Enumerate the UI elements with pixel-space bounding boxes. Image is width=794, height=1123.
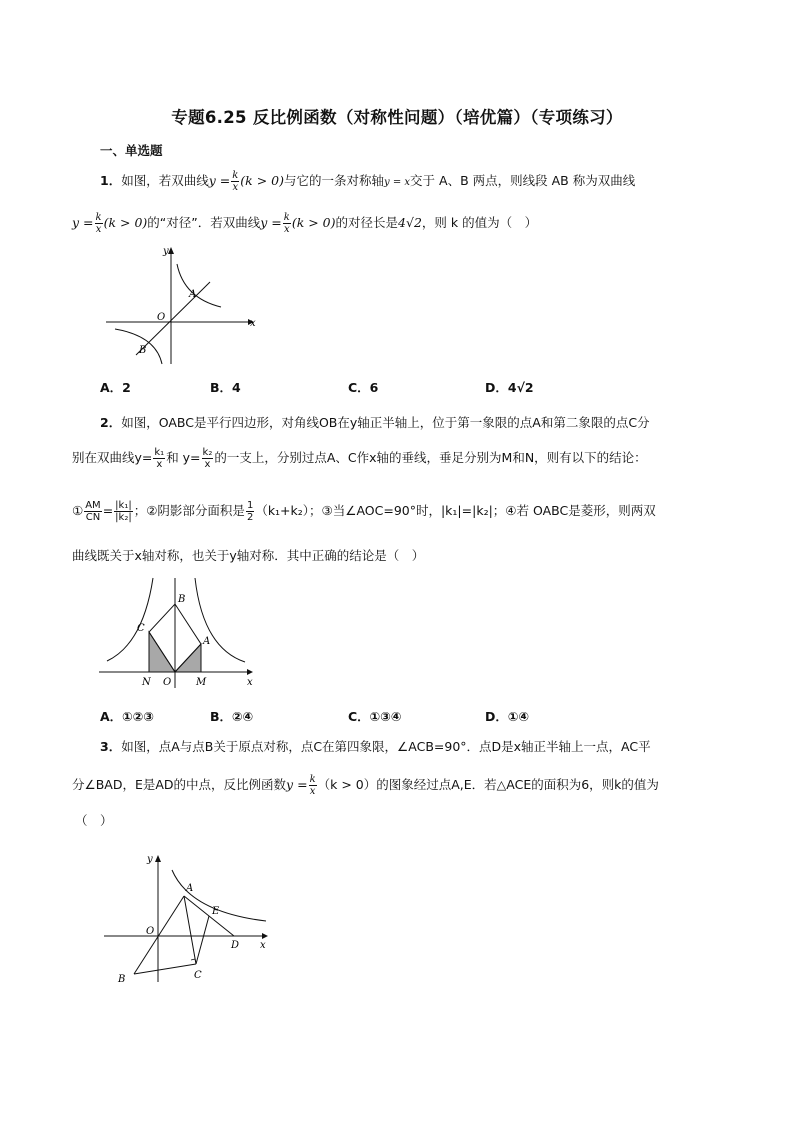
q2-line4: 曲线既关于x轴对称，也关于y轴对称．其中正确的结论是（ ） xyxy=(72,548,425,563)
q3-y-arrow-icon xyxy=(155,855,161,862)
q3-line-AB xyxy=(134,896,184,974)
q2-label-N: N xyxy=(142,677,151,688)
q1-label-x: x xyxy=(250,318,256,329)
q3-line3: （ ） xyxy=(75,813,113,828)
q3-line-BC xyxy=(134,964,196,974)
q1-text-1c: 交于 A、B 两点，则线段 AB 称为双曲线 xyxy=(410,173,636,188)
q3-text-1: 如图，点A与点B关于原点对称，点C在第四象限，∠ACB=90°．点D是x轴正半轴上一点，AC平 xyxy=(121,739,651,754)
q3-line2 xyxy=(72,774,659,797)
q2-figure xyxy=(95,572,265,694)
q1-func-y: y = xyxy=(208,173,231,188)
q1-line2 xyxy=(72,212,537,235)
q2-frac-half: $\frac{1}{2}$ xyxy=(246,500,254,523)
q1-text-2b: 的对径长是 xyxy=(335,215,399,230)
q3-label-O: O xyxy=(146,926,155,937)
q3-line1 xyxy=(100,740,651,754)
q1-text-1a: 如图，若双曲线 xyxy=(121,173,209,188)
q1-option-c[interactable]: C．6 xyxy=(348,380,379,395)
q1-label-B: B xyxy=(139,345,147,356)
q2-frac-abs-k: $\frac{\text{|k₁|}}{\text{|k₂|}}$ xyxy=(115,500,132,523)
q3-func-y: y = xyxy=(286,777,308,792)
q1-func2-y: y = xyxy=(72,215,94,230)
q1-option-a[interactable]: A．2 xyxy=(100,380,131,395)
q1-label-O: O xyxy=(157,312,166,323)
q1-hyperbola-branch-1 xyxy=(177,264,221,307)
q3-label-B: B xyxy=(118,974,126,985)
q3-line-AC xyxy=(184,896,196,964)
q2-label-O: O xyxy=(163,677,172,688)
q2-hyperbola-left xyxy=(107,578,153,661)
q2-text-2a: 别在双曲线y= xyxy=(72,450,153,465)
q3-label-C: C xyxy=(194,970,202,981)
q2-line1 xyxy=(100,416,650,430)
q3-label-x: x xyxy=(260,940,266,951)
q1-func2-frac: $\frac{k}{x}$ xyxy=(95,212,102,235)
q1-number: 1． xyxy=(100,173,122,188)
q1-figure xyxy=(100,242,260,370)
q2-option-a[interactable]: A．①②③ xyxy=(100,709,154,724)
q2-frac-am-cn: $\frac{AM}{CN}$ xyxy=(85,500,101,523)
q1-func3-y: y = xyxy=(260,215,282,230)
q2-number: 2． xyxy=(100,415,122,430)
q2-conclusion-3: （k₁+k₂）；③当∠AOC=90°时，|k₁|=|k₂|；④若 OABC是菱形，则两双 xyxy=(255,503,656,518)
q1-axis: y = x xyxy=(384,177,411,188)
q3-label-E: E xyxy=(212,906,220,917)
q2-label-B: B xyxy=(178,594,186,605)
q2-label-A: A xyxy=(203,636,211,647)
q1-func-frac: $\frac{k}{x}$ xyxy=(232,170,239,193)
q2-conclusion-2: ；②阴影部分面积是 xyxy=(133,503,245,518)
q1-func3-frac: $\frac{k}{x}$ xyxy=(283,212,290,235)
q2-option-d[interactable]: D．①④ xyxy=(485,709,530,724)
q3-figure xyxy=(100,848,280,988)
q2-x-arrow-icon xyxy=(247,669,253,675)
q2-text-2c: 的一支上，分别过点A、C作x轴的垂线，垂足分别为M和N，则有以下的结论： xyxy=(214,450,647,465)
q2-label-M: M xyxy=(196,677,207,688)
q2-conclusion-1: ① xyxy=(72,503,84,518)
q2-label-C: C xyxy=(137,623,145,634)
q1-text-2c: ，则 k 的值为（ ） xyxy=(421,215,538,230)
q2-frac-k2: $\frac{\text{k₂}}{x}$ xyxy=(202,447,213,470)
q2-option-c[interactable]: C．①③④ xyxy=(348,709,402,724)
q1-length: 4√2 xyxy=(398,215,422,230)
q1-text-2a: 的“对径”．若双曲线 xyxy=(147,215,261,230)
q3-text-2b: （k > 0）的图象经过点A,E．若△ACE的面积为6，则k的值为 xyxy=(317,777,659,792)
q1-option-d[interactable]: D．4√2 xyxy=(485,380,534,395)
q3-text-2a: 分∠BAD，E是AD的中点，反比例函数 xyxy=(72,777,287,792)
section-heading: 一、单选题 xyxy=(100,143,163,158)
q1-text-1b: 与它的一条对称轴 xyxy=(284,173,385,188)
q1-label-y: y xyxy=(163,246,169,257)
q1-label-A: A xyxy=(189,289,197,300)
q2-line3: ① $\frac{AM}{CN}$ = $\frac{\text{|k₁|}}{\text{|k₂|}}$ ；②阴影部分面积是 $\frac{1}{2}$ （k₁+k₂）；③当∠AOC=90°时，|k₁|=|k₂|；④若 OABC是菱形，则两双 xyxy=(72,500,656,523)
q2-label-x: x xyxy=(247,677,253,688)
q3-func-frac: $\frac{k}{x}$ xyxy=(309,774,316,797)
q1-symmetry-line xyxy=(136,282,210,355)
q2-frac-k1: $\frac{\text{k₁}}{x}$ xyxy=(154,447,165,470)
q3-line-CE xyxy=(196,916,209,964)
q3-label-y: y xyxy=(147,854,153,865)
q1-func-cond: (k > 0) xyxy=(240,173,284,188)
q1-option-b[interactable]: B．4 xyxy=(210,380,241,395)
q3-x-arrow-icon xyxy=(262,933,268,939)
q2-text-1: 如图，OABC是平行四边形，对角线OB在y轴正半轴上，位于第一象限的点A和第二象限的点C分 xyxy=(121,415,650,430)
q1-line1 xyxy=(100,170,635,193)
q3-label-D: D xyxy=(231,940,240,951)
q2-text-2b: 和 y= xyxy=(166,450,201,465)
page-title: 专题6.25 反比例函数（对称性问题）（培优篇）（专项练习） xyxy=(171,108,623,127)
q1-func2-cond: (k > 0) xyxy=(103,215,148,230)
q3-label-A: A xyxy=(186,883,194,894)
q2-hyperbola-right xyxy=(195,578,245,662)
q3-number: 3． xyxy=(100,739,122,754)
q1-func3-cond: (k > 0) xyxy=(291,215,336,230)
q2-option-b[interactable]: B．②④ xyxy=(210,709,254,724)
q2-line2 xyxy=(72,447,647,470)
q1-y-arrow-icon xyxy=(168,247,174,254)
